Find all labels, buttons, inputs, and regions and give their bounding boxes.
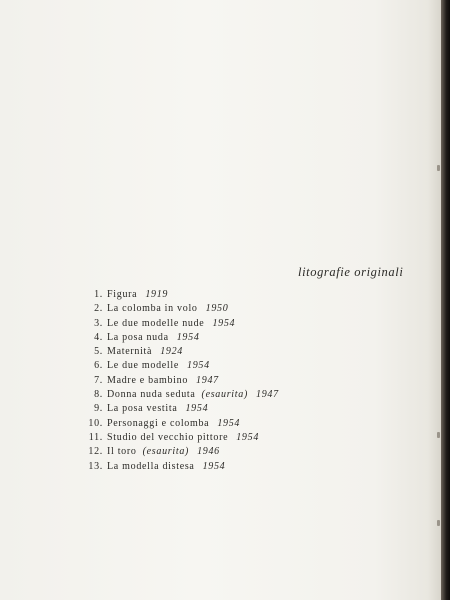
item-number: 5. [94,346,103,358]
list-item [76,388,279,402]
item-year: 1950 [205,303,229,315]
item-title: La colomba in volo [107,303,198,315]
item-year: 1947 [196,374,219,386]
item-number: 6. [94,360,103,372]
item-year: 1947 [256,389,279,401]
item-year: 1954 [212,317,236,329]
page-mark [437,165,440,171]
item-number: 9. [94,403,103,415]
item-year: 1954 [176,331,200,343]
item-year: 1954 [202,460,226,472]
list-item [76,302,279,316]
item-year: 1946 [197,446,220,458]
item-title: Il toro [107,446,137,458]
item-year: 1954 [236,431,260,443]
item-number: 12. [88,446,103,458]
list-item [76,317,279,331]
page-mark [437,520,440,526]
page-mark [437,432,440,438]
list-item [76,359,279,373]
item-title: Figura [107,289,138,300]
list-item [76,331,279,345]
item-year: 1924 [160,346,183,358]
item-note: (esaurita) [201,389,248,401]
item-year: 1954 [185,403,209,415]
item-title: Donna nuda seduta [107,389,196,401]
item-year: 1919 [145,289,169,300]
list-item [76,431,279,445]
item-number: 2. [94,303,103,315]
list-item [76,402,279,416]
item-number: 13. [88,460,103,472]
list-item [76,288,279,302]
item-number: 7. [94,374,103,386]
lithograph-list [76,288,279,474]
section-heading: litografie originali [298,265,404,279]
item-year: 1954 [187,360,210,372]
item-note: (esaurita) [142,446,190,458]
list-item [76,374,279,388]
item-title: Madre e bambino [107,374,189,386]
item-number: 11. [88,431,103,443]
list-item [76,417,279,431]
item-number: 1. [94,289,103,300]
item-number: 4. [94,331,103,343]
list-item [76,445,279,459]
page-edge [441,0,450,600]
item-number: 8. [94,389,103,401]
item-number: 10. [88,417,103,429]
item-title: La posa vestita [107,403,178,415]
item-title: Personaggi e colomba [107,417,210,429]
item-title: Le due modelle [107,360,179,372]
item-number: 3. [94,317,103,329]
item-title: Maternità [107,346,153,358]
item-year: 1954 [217,417,241,429]
item-title: Studio del vecchio pittore [107,431,229,443]
list-item [76,460,279,474]
item-title: La modella distesa [107,460,195,472]
item-title: Le due modelle nude [107,317,205,329]
item-title: La posa nuda [107,331,169,343]
list-item [76,345,279,359]
